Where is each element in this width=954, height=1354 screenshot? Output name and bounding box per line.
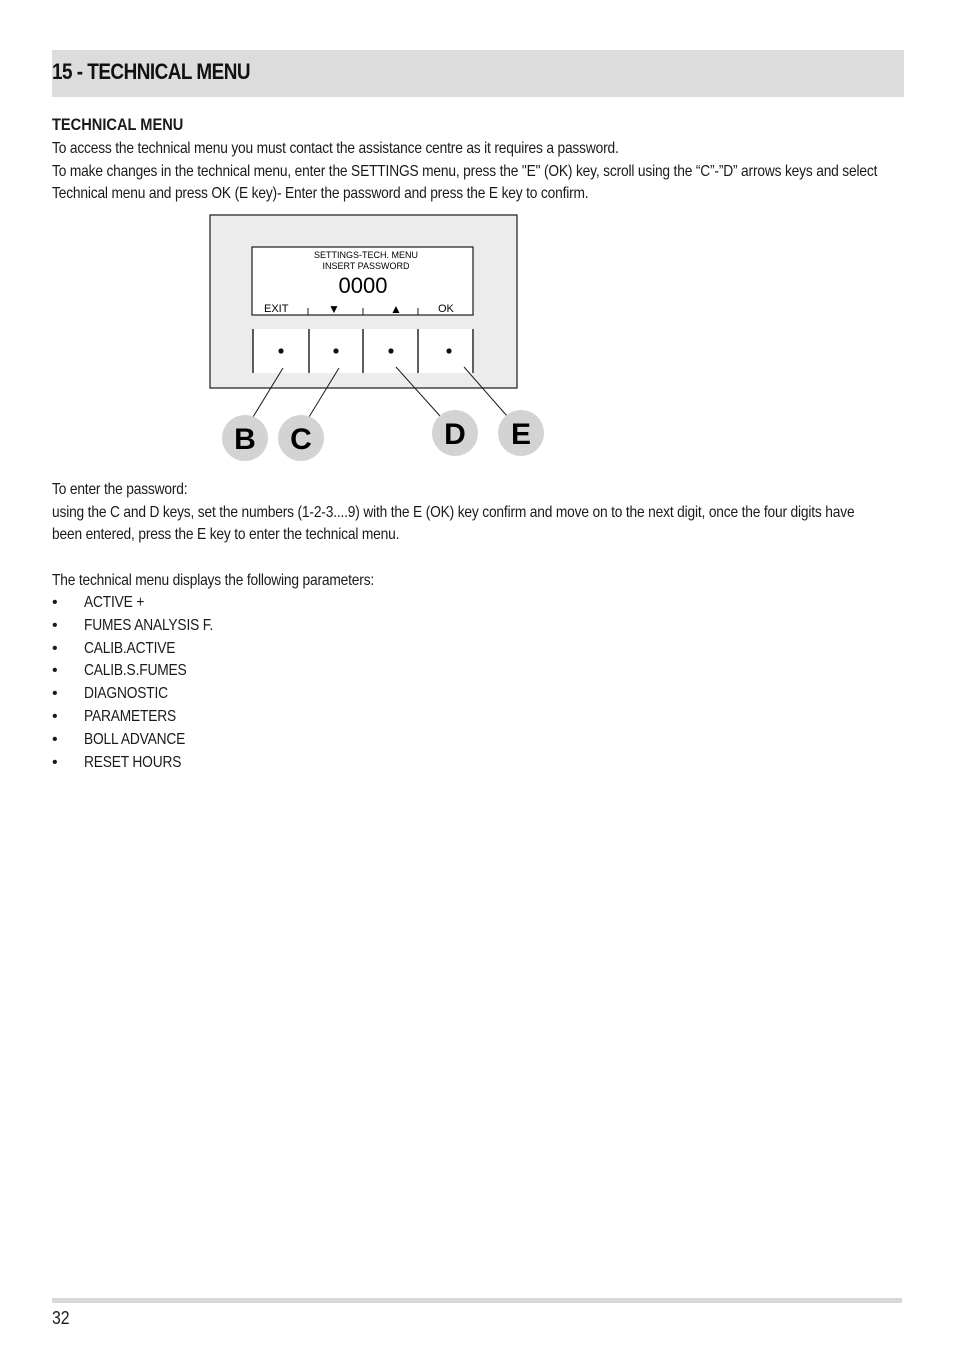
password-line: To enter the password:	[52, 481, 188, 498]
callout-c-label: C	[290, 423, 312, 456]
key-b-dot	[278, 348, 283, 353]
intro-line: To access the technical menu you must contact the assistance centre as it requires a password.	[52, 140, 619, 157]
password-paragraph	[52, 479, 903, 547]
softkey-ok-label: OK	[438, 303, 454, 315]
display-line-2: INSERT PASSWORD	[322, 261, 410, 271]
password-line: using the C and D keys, set the numbers (1-2-3....9) with the E (OK) key confirm and move on to the next digit, once the four digits have	[52, 503, 855, 521]
key-d-dot	[388, 348, 393, 353]
page-number: 32	[52, 1308, 70, 1328]
intro-paragraph	[52, 138, 903, 206]
key-e-dot	[446, 348, 451, 353]
callout-e-label: E	[510, 418, 532, 451]
key-c-dot	[333, 348, 338, 353]
softkey-exit-label: EXIT	[264, 303, 289, 315]
password-line: been entered, press the E key to enter the technical menu.	[52, 526, 400, 543]
callout-d-label: D	[444, 418, 466, 451]
control-panel-diagram	[205, 212, 550, 464]
footer-rule	[52, 1298, 902, 1303]
section-header-bar	[52, 50, 904, 97]
section-title: 15 - TECHNICAL MENU	[52, 59, 250, 84]
display-line-1: SETTINGS-TECH. MENU	[313, 250, 419, 260]
display-value: 0000	[338, 273, 388, 298]
params-intro: The technical menu displays the following parameters:	[52, 572, 375, 589]
subheading: TECHNICAL MENU	[52, 115, 184, 134]
intro-line: Technical menu and press OK (E key)- Enter the password and press the E key to confirm.	[52, 185, 589, 202]
softkey-down-label: ▼	[328, 302, 340, 316]
softkey-up-label: ▲	[390, 302, 402, 316]
callout-b-label: B	[234, 423, 256, 456]
intro-line: To make changes in the technical menu, enter the SETTINGS menu, press the "E" (OK) key, scroll using the “C”-”D” arrows keys and select	[52, 162, 878, 180]
